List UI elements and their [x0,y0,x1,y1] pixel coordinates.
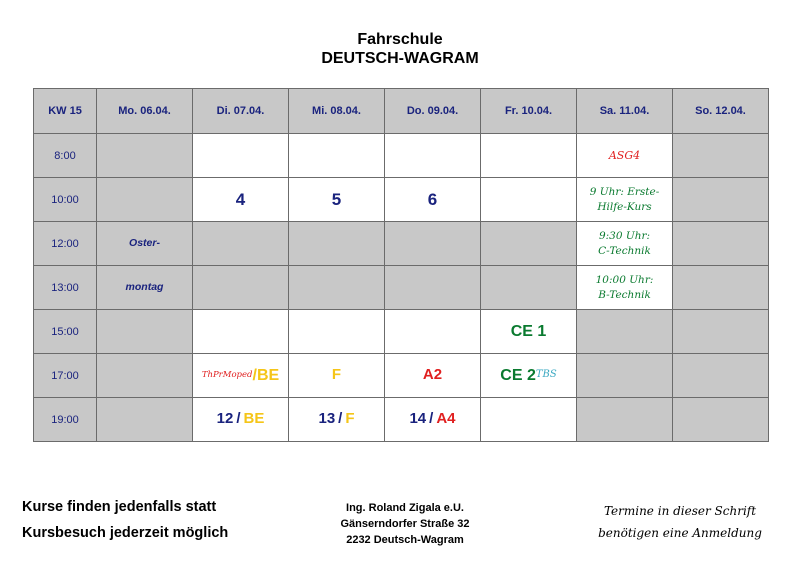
cell-mo-1900 [97,398,193,442]
title-line-2: DEUTSCH-WAGRAM [321,50,479,67]
course-separator: / [252,366,257,384]
cell-mi-0800 [289,134,385,178]
cell-sa-0800 [577,134,673,178]
course-thprmoped: ThPrMoped [201,370,253,381]
footer-note-line-1: Termine in dieser Schrift [603,504,757,518]
title-line-1: Fahrschule [357,31,443,48]
course-tbs: TBS [535,369,557,381]
cell-fr-0800 [481,134,577,178]
holiday-label-line1: Oster- [129,236,160,249]
time-label-1500: 15:00 [34,310,97,354]
footer-note-line-2: benötigen eine Anmeldung [598,526,762,540]
header-day-sa: Sa. 11.04. [577,89,673,134]
table-row [34,354,769,398]
cell-so-1700 [673,354,769,398]
cell-so-0800 [673,134,769,178]
table-row [34,398,769,442]
cell-mo-1000 [97,178,193,222]
header-day-mi: Mi. 08.04. [289,89,385,134]
footer-left-line-2: Kursbesuch jederzeit möglich [22,525,229,541]
schedule-table-wrap [33,88,768,442]
cell-fr-1900 [481,398,577,442]
course-number: 6 [427,189,438,209]
time-label-0800: 8:00 [34,134,97,178]
time-label-1000: 10:00 [34,178,97,222]
cell-so-1200 [673,222,769,266]
cell-di-1700 [193,354,289,398]
header-day-so: So. 12.04. [673,89,769,134]
header-kw: KW 15 [34,89,97,134]
course-number: 5 [331,189,342,209]
holiday-label-line2: montag [125,280,164,293]
cell-do-1900 [385,398,481,442]
cell-sa-1900 [577,398,673,442]
footer-note [575,500,785,544]
footer-left [22,494,228,546]
course-erste-hilfe-line2: Hilfe-Kurs [597,200,652,213]
course-f: F [345,410,355,428]
course-erste-hilfe-line1: 9 Uhr: Erste- [589,186,660,199]
cell-sa-1200 [577,222,673,266]
cell-do-1200 [385,222,481,266]
time-label-1200: 12:00 [34,222,97,266]
course-separator: / [338,410,343,428]
table-row [34,266,769,310]
course-number: 13 [318,410,336,428]
cell-mo-1200 [97,222,193,266]
cell-sa-1500 [577,310,673,354]
cell-sa-1300 [577,266,673,310]
cell-di-1900 [193,398,289,442]
table-header-row [34,89,769,134]
cell-mi-1300 [289,266,385,310]
time-label-1300: 13:00 [34,266,97,310]
time-label-1900: 19:00 [34,398,97,442]
course-number: 12 [216,410,234,428]
table-row [34,134,769,178]
cell-fr-1700 [481,354,577,398]
course-b-technik-line2: B-Technik [598,288,651,301]
course-ce1: CE 1 [510,322,547,340]
cell-di-1200 [193,222,289,266]
header-day-fr: Fr. 10.04. [481,89,577,134]
cell-di-0800 [193,134,289,178]
course-c-technik-line1: 9:30 Uhr: [598,230,651,243]
course-b-technik-line1: 10:00 Uhr: [595,274,654,287]
cell-mo-1300 [97,266,193,310]
cell-sa-1000 [577,178,673,222]
cell-fr-1300 [481,266,577,310]
cell-di-1300 [193,266,289,310]
cell-mo-1500 [97,310,193,354]
footer [0,486,800,556]
header-day-di: Di. 07.04. [193,89,289,134]
cell-fr-1500 [481,310,577,354]
company-street: Gänserndorfer Straße 32 [340,518,470,530]
course-be: BE [256,366,280,384]
header-day-do: Do. 09.04. [385,89,481,134]
course-f: F [331,366,342,384]
cell-do-1700 [385,354,481,398]
header-day-mo: Mo. 06.04. [97,89,193,134]
course-number: 4 [235,189,246,209]
cell-fr-1200 [481,222,577,266]
schedule-table [33,88,769,442]
company-city: 2232 Deutsch-Wagram [346,534,464,546]
course-separator: / [236,410,241,428]
cell-sa-1700 [577,354,673,398]
course-a4: A4 [436,410,456,428]
course-c-technik-line2: C-Technik [598,244,651,257]
cell-so-1500 [673,310,769,354]
footer-left-line-1: Kurse finden jedenfalls statt [22,499,217,515]
cell-do-0800 [385,134,481,178]
course-asg4: ASG4 [608,148,641,162]
footer-address [300,500,510,548]
cell-mi-1700 [289,354,385,398]
cell-mi-1200 [289,222,385,266]
cell-mo-1700 [97,354,193,398]
cell-di-1000 [193,178,289,222]
cell-so-1300 [673,266,769,310]
time-label-1700: 17:00 [34,354,97,398]
cell-so-1900 [673,398,769,442]
course-a2: A2 [422,366,443,384]
cell-do-1000 [385,178,481,222]
cell-mo-0800 [97,134,193,178]
cell-fr-1000 [481,178,577,222]
company-name: Ing. Roland Zigala e.U. [346,502,464,514]
course-be: BE [243,410,265,428]
cell-so-1000 [673,178,769,222]
page-title [0,0,800,68]
cell-mi-1000 [289,178,385,222]
cell-do-1500 [385,310,481,354]
table-row [34,178,769,222]
table-row [34,310,769,354]
cell-mi-1500 [289,310,385,354]
cell-do-1300 [385,266,481,310]
cell-mi-1900 [289,398,385,442]
cell-di-1500 [193,310,289,354]
course-ce2: CE 2 [500,366,536,384]
table-row [34,222,769,266]
course-separator: / [429,410,434,428]
course-number: 14 [409,410,427,428]
